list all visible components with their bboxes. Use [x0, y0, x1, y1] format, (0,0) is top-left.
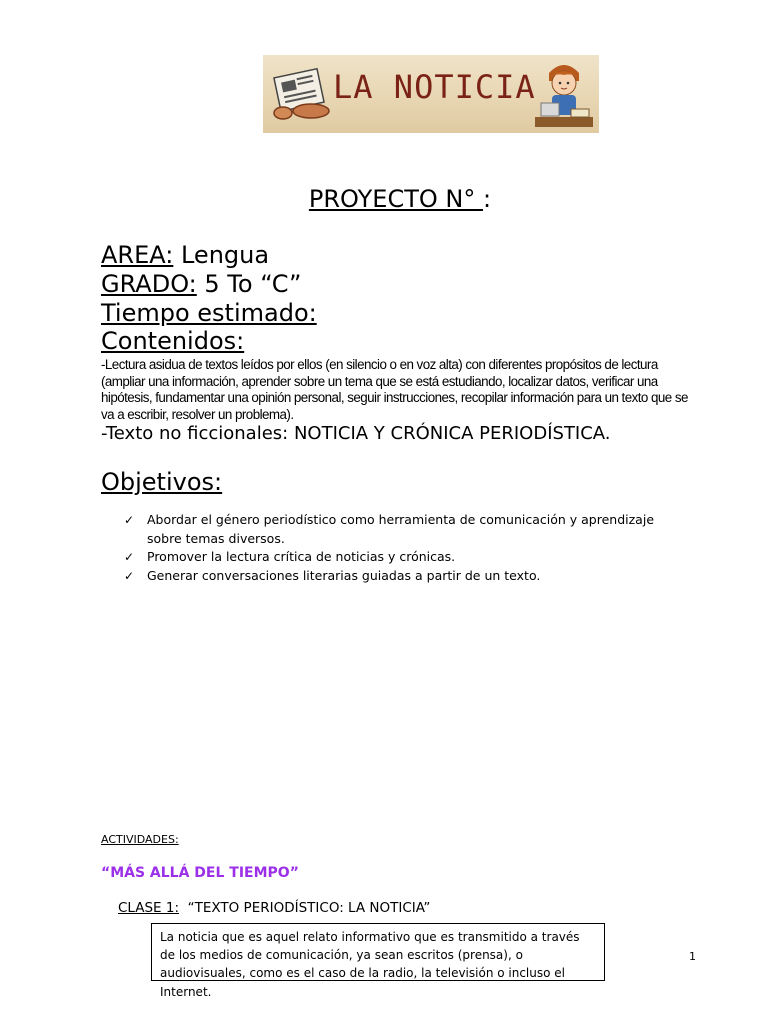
objetivo-text: Abordar el género periodístico como herramienta de comunicación y aprendizaje sobre temas diversos.	[147, 512, 655, 546]
grado-line	[101, 270, 301, 299]
clase-label: CLASE 1:	[118, 900, 180, 916]
section-subtitle: “MÁS ALLÁ DEL TIEMPO”	[101, 865, 299, 881]
texto-no-ficcionales: -Texto no ficcionales: NOTICIA Y CRÓNICA PERIODÍSTICA.	[101, 423, 611, 444]
definition-box: La noticia que es aquel relato informativo que es transmitido a través de los medios de comunicación, ya sean escritos (prensa), o audiovisuales, como es el caso de la radio, la televisión o incluso el Internet.	[151, 923, 605, 981]
list-item	[124, 511, 684, 548]
list-item	[124, 548, 684, 567]
objetivos-list	[124, 511, 684, 585]
project-suffix: :	[482, 185, 492, 213]
objetivo-text: Promover la lectura crítica de noticias y crónicas.	[147, 549, 456, 564]
objetivo-text: Generar conversaciones literarias guiadas a partir de un texto.	[147, 567, 541, 583]
check-icon: ✓	[124, 568, 135, 583]
banner-title: LA NOTICIA	[333, 68, 536, 106]
objetivos-label: Objetivos:	[101, 468, 223, 496]
grado-label: GRADO:	[101, 270, 197, 298]
contenidos-label: Contenidos:	[101, 327, 245, 355]
grado-value: 5 To “C”	[196, 270, 302, 298]
check-icon: ✓	[124, 513, 135, 527]
contenidos-paragraph: -Lectura asidua de textos leídos por ellos (en silencio o en voz alta) con diferentes propósitos de lectura (ampliar una información, aprender sobre un tema que se está estudiando, localizar datos, verificar una hipótesis, fundamentar una opinión personal, seguir instrucciones, recopilar información para un texto que se va a escribir, resolver un problema).	[101, 357, 688, 422]
check-icon: ✓	[124, 550, 135, 564]
area-label: AREA:	[101, 241, 174, 269]
list-item	[124, 567, 684, 586]
tiempo-label: Tiempo estimado:	[101, 299, 317, 327]
area-value: Lengua	[173, 241, 270, 269]
area-line	[101, 241, 269, 270]
la-noticia-banner	[263, 55, 599, 133]
project-title	[0, 184, 768, 214]
clase-title: “TEXTO PERIODÍSTICO: LA NOTICIA”	[179, 900, 431, 916]
child-reading-icon	[535, 59, 593, 129]
page-number: 1	[689, 950, 696, 963]
project-label: PROYECTO N°	[308, 185, 483, 213]
tiempo-line	[101, 299, 317, 328]
objetivos-heading	[101, 468, 222, 497]
clase-heading	[118, 899, 430, 917]
contenidos-line	[101, 327, 244, 356]
newspaper-icon	[271, 65, 331, 125]
actividades-label: ACTIVIDADES:	[101, 833, 179, 846]
